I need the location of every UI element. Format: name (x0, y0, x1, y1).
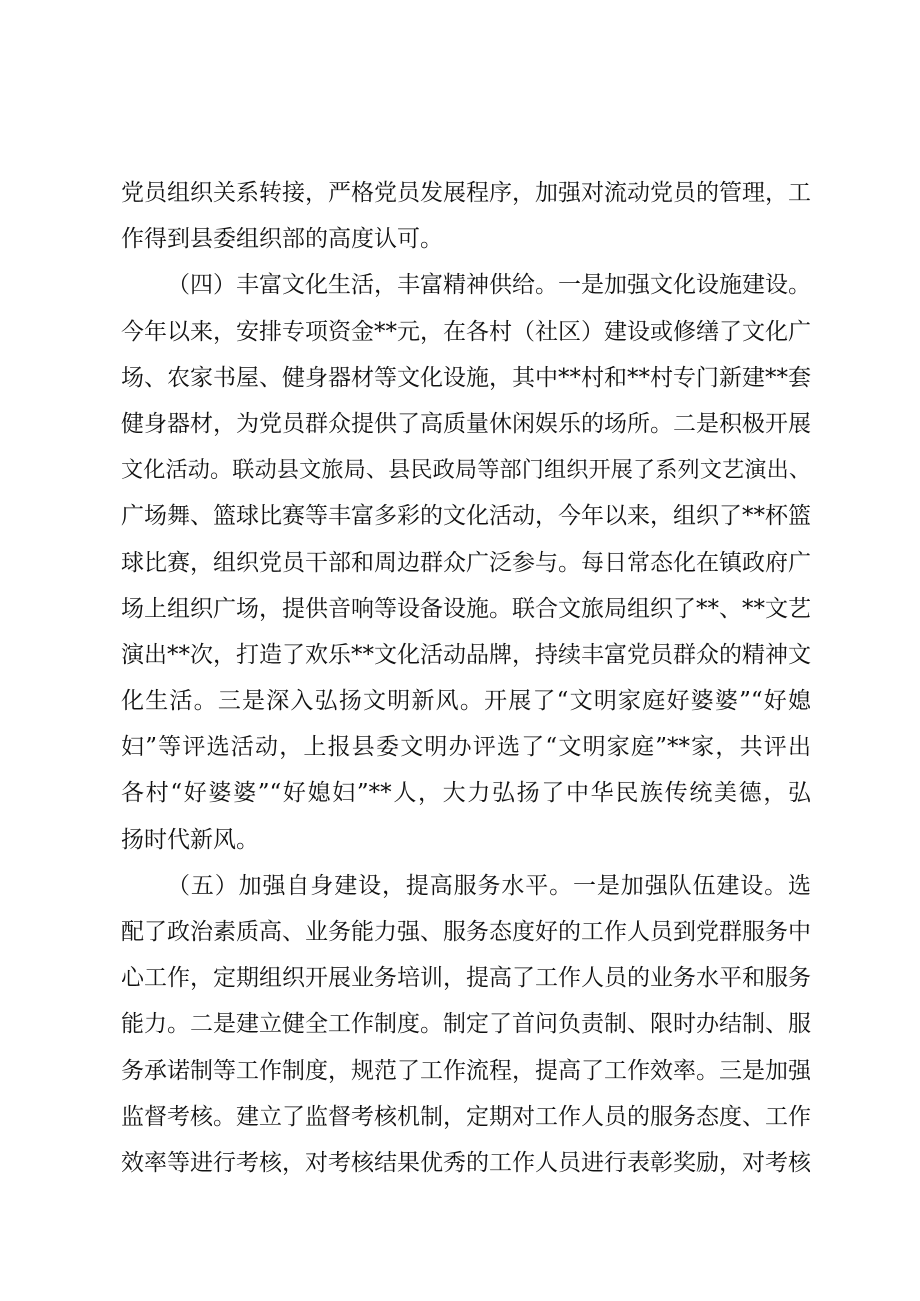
text-line: 配了政治素质高、业务能力强、服务态度好的工作人员到党群服务中 (121, 919, 811, 945)
text-line: 演出**次，打造了欢乐**文化活动品牌，持续丰富党员群众的精神文 (121, 641, 811, 668)
text-line: 扬时代新风。 (121, 826, 259, 853)
text-line: 妇”等评选活动，上报县委文明办评选了“文明家庭”**家，共评出 (121, 734, 811, 761)
text-line: 作得到县委组织部的高度认可。 (121, 226, 443, 253)
text-line: 党员组织关系转接，严格党员发展程序，加强对流动党员的管理，工 (121, 180, 811, 206)
text-line: 监督考核。建立了监督考核机制，定期对工作人员的服务态度、工作 (121, 1103, 811, 1130)
text-line: （五）加强自身建设，提高服务水平。一是加强队伍建设。选 (167, 872, 811, 899)
text-line: 心工作，定期组织开展业务培训，提高了工作人员的业务水平和服务 (121, 965, 811, 992)
text-line: 场、农家书屋、健身器材等文化设施，其中**村和**村专门新建**套 (121, 364, 811, 391)
text-line: 务承诺制等工作制度，规范了工作流程，提高了工作效率。三是加强 (121, 1057, 811, 1084)
text-line: 效率等进行考核，对考核结果优秀的工作人员进行表彰奖励，对考核 (121, 1149, 811, 1176)
text-line: 广场舞、篮球比赛等丰富多彩的文化活动，今年以来，组织了**杯篮 (121, 503, 811, 530)
text-line: 场上组织广场，提供音响等设备设施。联合文旅局组织了**、**文艺 (121, 595, 811, 622)
text-line: 球比赛，组织党员干部和周边群众广泛参与。每日常态化在镇政府广 (121, 549, 811, 576)
text-line: （四）丰富文化生活，丰富精神供给。一是加强文化设施建设。 (167, 272, 811, 299)
text-line: 健身器材，为党员群众提供了高质量休闲娱乐的场所。二是积极开展 (121, 410, 811, 437)
text-line: 化生活。三是深入弘扬文明新风。开展了“文明家庭好婆婆”“好媳 (121, 688, 811, 715)
body-text (121, 170, 811, 1186)
text-line: 能力。二是建立健全工作制度。制定了首问负责制、限时办结制、服 (121, 1011, 811, 1038)
text-line: 各村“好婆婆”“好媳妇”**人，大力弘扬了中华民族传统美德，弘 (121, 780, 811, 807)
text-line: 文化活动。联动县文旅局、县民政局等部门组织开展了系列文艺演出、 (121, 457, 811, 484)
text-line: 今年以来，安排专项资金**元，在各村（社区）建设或修缮了文化广 (121, 318, 811, 345)
